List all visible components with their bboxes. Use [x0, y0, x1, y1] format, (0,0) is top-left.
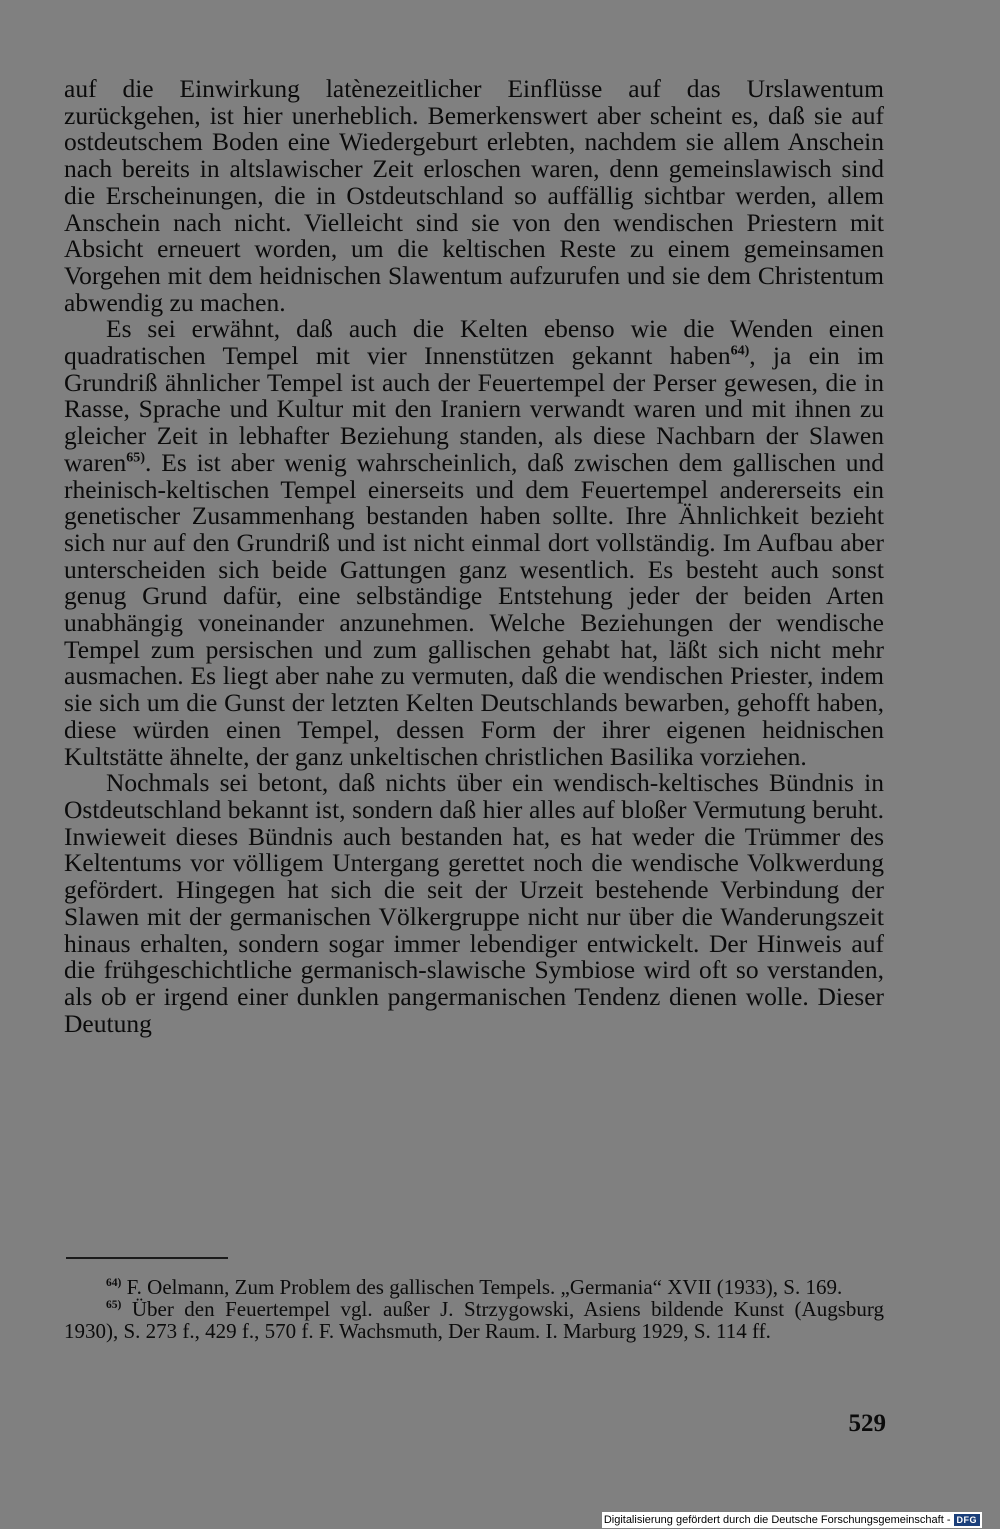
footnote-divider — [66, 1257, 228, 1259]
footnote-65 — [64, 1298, 884, 1342]
digitization-credit[interactable] — [602, 1512, 982, 1528]
paragraph-1: auf die Einwirkung latènezeitlicher Einflüsse auf das Urslawentum zurückgehen, ist hier unerheblich. Bemerkenswert aber scheint es, daß sie auf ostdeutschem Boden eine Wiedergeburt erlebten, nachdem sie allem Anschein nach bereits in altslawischer Zeit erloschen waren, denn gemeinslawisch sind die Erscheinungen, die in Ostdeutschland so auffällig sichtbar werden, allem Anschein nach nicht. Vielleicht sind sie von den wendischen Priestern mit Absicht erneuert worden, um die keltischen Reste zu einem gemeinsamen Vorgehen mit dem heidnischen Slawentum aufzurufen und sie dem Christentum abwendig zu machen. — [64, 74, 884, 317]
footnote-text: F. Oelmann, Zum Problem des gallischen Tempels. „Germania“ XVII (1933), S. 169. — [121, 1275, 843, 1299]
paragraph-3: Nochmals sei betont, daß nichts über ein wendisch-keltisches Bündnis in Ostdeutschland bekannt ist, sondern daß hier alles auf bloßer Vermutung beruht. Inwieweit dieses Bündnis auch bestanden hat, es hat weder die Trümmer des Keltentums vor völligem Untergang gerettet noch die wendische Volkwerdung gefördert. Hingegen hat sich die seit der Urzeit bestehende Verbindung der Slawen mit der germanischen Völkergruppe nicht nur über die Wanderungszeit hinaus erhalten, sondern sogar immer lebendiger entwickelt. Der Hinweis auf die frühgeschichtliche germanisch-slawische Symbiose wird oft so verstanden, als ob er irgend einer dunklen pangermanischen Tendenz dienen wolle. Dieser Deutung — [64, 768, 884, 1038]
footnote-ref-64[interactable]: 64) — [730, 343, 750, 359]
footnote-mark: 64) — [106, 1277, 122, 1289]
footnote-64 — [64, 1276, 884, 1298]
footnote-ref-65[interactable]: 65) — [126, 450, 145, 466]
dfg-logo-icon[interactable]: DFG — [954, 1514, 981, 1526]
paragraph-2-part-1: Es sei erwähnt, daß auch die Kelten ebenso wie die Wenden einen quadratischen Tempel mit vier Innenstützen gekannt haben — [64, 314, 884, 371]
page-number: 529 — [848, 1410, 886, 1437]
body-text — [64, 76, 884, 1037]
paragraph-2-part-3: . Es ist aber wenig wahrscheinlich, daß zwischen dem gallischen und rheinisch-keltischen Tempel einerseits und dem Feuertempel andererseits ein genetischer Zusammenhang bestanden haben sollte. Ihre Ähnlichkeit bezieht sich nur auf den Grundriß und ist nicht einmal dort vollständig. Im Aufbau aber unterscheiden sich beide Gattungen ganz wesentlich. Es besteht auch sonst genug Grund dafür, eine selbständige Entstehung jeder der beiden Arten unabhängig voneinander anzunehmen. Welche Beziehungen der wendische Tempel zum persischen und zum gallischen gehabt hat, läßt sich nicht mehr ausmachen. Es liegt aber nahe zu vermuten, daß die wendischen Priester, indem sie sich um die Gunst der letzten Kelten Deutschlands bewarben, gehofft haben, diese würden einen Tempel, dessen Form der ihrer eigenen heidnischen Kultstätte ähnelte, der ganz unkeltischen christlichen Basilika vorziehen. — [64, 447, 884, 771]
footnote-text: Über den Feuertempel vgl. außer J. Strzygowski, Asiens bildende Kunst (Augsburg 1930), S. 273 f., 429 f., 570 f. F. Wachsmuth, Der Raum. I. Marburg 1929, S. 114 ff. — [64, 1297, 884, 1343]
footnote-mark: 65) — [106, 1299, 122, 1311]
paragraph-2 — [64, 316, 884, 770]
credit-text: Digitalisierung gefördert durch die Deutsche Forschungsgemeinschaft - — [603, 1514, 951, 1526]
footnotes — [64, 1276, 884, 1342]
paragraph-2-part-2: , ja ein im Grundriß ähnlicher Tempel ist auch der Feuertempel der Perser gewesen, die in Rasse, Sprache und Kultur mit den Iraniern verwandt waren und mit ihnen zu gleicher Zeit in lebhafter Beziehung standen, als diese Nachbarn der Slawen waren — [64, 341, 885, 477]
